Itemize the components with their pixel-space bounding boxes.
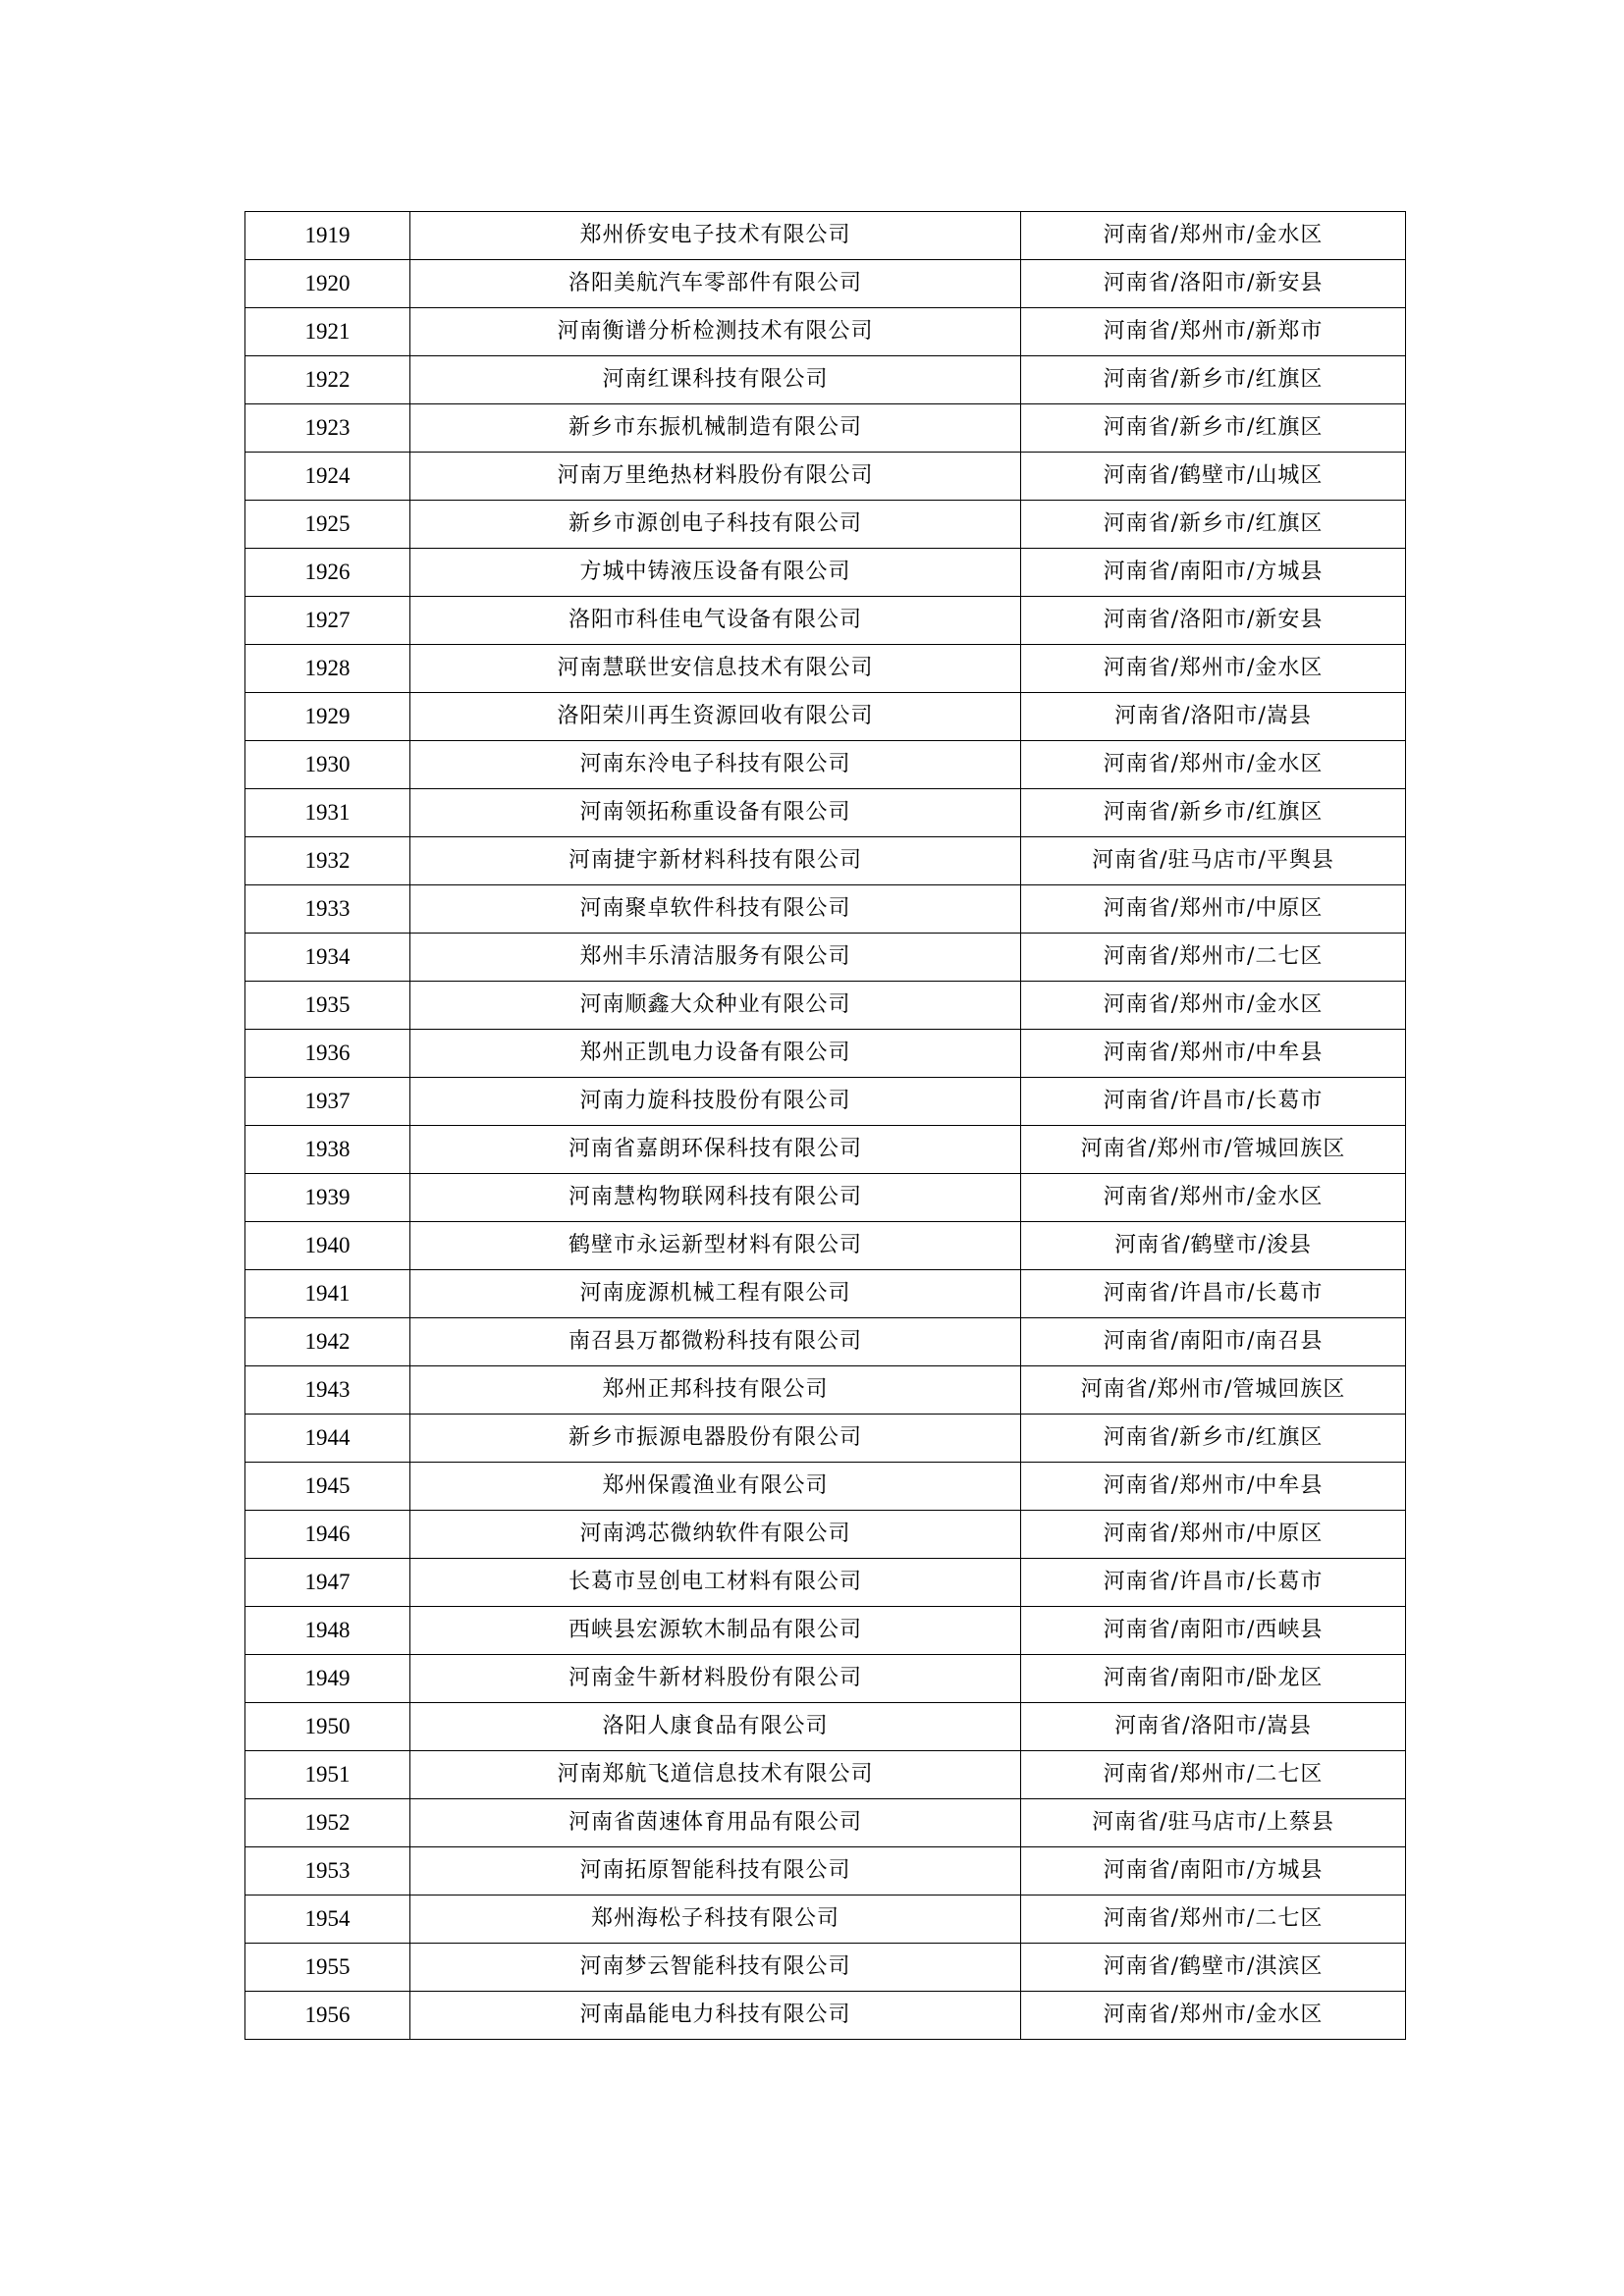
row-number-cell: 1947 bbox=[245, 1559, 410, 1607]
table-row bbox=[245, 1559, 1406, 1607]
region-cell: 河南省/郑州市/管城回族区 bbox=[1021, 1366, 1406, 1415]
table-body bbox=[245, 212, 1406, 2040]
table-row bbox=[245, 1463, 1406, 1511]
region-cell: 河南省/郑州市/二七区 bbox=[1021, 1896, 1406, 1944]
table-row bbox=[245, 1896, 1406, 1944]
region-cell: 河南省/郑州市/二七区 bbox=[1021, 934, 1406, 982]
row-number-cell: 1937 bbox=[245, 1078, 410, 1126]
table-row bbox=[245, 597, 1406, 645]
region-cell: 河南省/驻马店市/上蔡县 bbox=[1021, 1799, 1406, 1847]
row-number-cell: 1930 bbox=[245, 741, 410, 789]
row-number-cell: 1924 bbox=[245, 453, 410, 501]
company-name-cell: 新乡市振源电器股份有限公司 bbox=[410, 1415, 1021, 1463]
company-name-cell: 河南郑航飞道信息技术有限公司 bbox=[410, 1751, 1021, 1799]
row-number-cell: 1945 bbox=[245, 1463, 410, 1511]
table-row bbox=[245, 1655, 1406, 1703]
row-number-cell: 1931 bbox=[245, 789, 410, 837]
region-cell: 河南省/郑州市/管城回族区 bbox=[1021, 1126, 1406, 1174]
row-number-cell: 1932 bbox=[245, 837, 410, 885]
region-cell: 河南省/许昌市/长葛市 bbox=[1021, 1078, 1406, 1126]
table-row bbox=[245, 1751, 1406, 1799]
company-name-cell: 郑州正凯电力设备有限公司 bbox=[410, 1030, 1021, 1078]
region-cell: 河南省/郑州市/金水区 bbox=[1021, 982, 1406, 1030]
region-cell: 河南省/郑州市/金水区 bbox=[1021, 1174, 1406, 1222]
table-row bbox=[245, 1318, 1406, 1366]
region-cell: 河南省/鹤壁市/浚县 bbox=[1021, 1222, 1406, 1270]
table-row bbox=[245, 1174, 1406, 1222]
table-row bbox=[245, 453, 1406, 501]
region-cell: 河南省/洛阳市/嵩县 bbox=[1021, 693, 1406, 741]
row-number-cell: 1935 bbox=[245, 982, 410, 1030]
row-number-cell: 1944 bbox=[245, 1415, 410, 1463]
row-number-cell: 1936 bbox=[245, 1030, 410, 1078]
table-row bbox=[245, 982, 1406, 1030]
company-list-table bbox=[244, 211, 1406, 2040]
company-name-cell: 河南省嘉朗环保科技有限公司 bbox=[410, 1126, 1021, 1174]
row-number-cell: 1934 bbox=[245, 934, 410, 982]
row-number-cell: 1920 bbox=[245, 260, 410, 308]
table-row bbox=[245, 1222, 1406, 1270]
region-cell: 河南省/郑州市/金水区 bbox=[1021, 1992, 1406, 2040]
table-row bbox=[245, 212, 1406, 260]
table-row bbox=[245, 885, 1406, 934]
row-number-cell: 1929 bbox=[245, 693, 410, 741]
region-cell: 河南省/新乡市/红旗区 bbox=[1021, 404, 1406, 453]
region-cell: 河南省/洛阳市/新安县 bbox=[1021, 260, 1406, 308]
company-name-cell: 河南万里绝热材料股份有限公司 bbox=[410, 453, 1021, 501]
row-number-cell: 1926 bbox=[245, 549, 410, 597]
table-row bbox=[245, 1847, 1406, 1896]
region-cell: 河南省/南阳市/西峡县 bbox=[1021, 1607, 1406, 1655]
company-name-cell: 河南红课科技有限公司 bbox=[410, 356, 1021, 404]
company-name-cell: 河南领拓称重设备有限公司 bbox=[410, 789, 1021, 837]
company-name-cell: 河南衡谱分析检测技术有限公司 bbox=[410, 308, 1021, 356]
row-number-cell: 1943 bbox=[245, 1366, 410, 1415]
row-number-cell: 1955 bbox=[245, 1944, 410, 1992]
row-number-cell: 1928 bbox=[245, 645, 410, 693]
region-cell: 河南省/郑州市/中原区 bbox=[1021, 1511, 1406, 1559]
company-name-cell: 郑州侨安电子技术有限公司 bbox=[410, 212, 1021, 260]
region-cell: 河南省/郑州市/中原区 bbox=[1021, 885, 1406, 934]
company-name-cell: 南召县万都微粉科技有限公司 bbox=[410, 1318, 1021, 1366]
company-name-cell: 鹤壁市永运新型材料有限公司 bbox=[410, 1222, 1021, 1270]
company-name-cell: 洛阳荣川再生资源回收有限公司 bbox=[410, 693, 1021, 741]
region-cell: 河南省/郑州市/二七区 bbox=[1021, 1751, 1406, 1799]
table-row bbox=[245, 934, 1406, 982]
table-row bbox=[245, 1799, 1406, 1847]
company-name-cell: 洛阳人康食品有限公司 bbox=[410, 1703, 1021, 1751]
region-cell: 河南省/洛阳市/嵩县 bbox=[1021, 1703, 1406, 1751]
table-row bbox=[245, 693, 1406, 741]
row-number-cell: 1954 bbox=[245, 1896, 410, 1944]
row-number-cell: 1919 bbox=[245, 212, 410, 260]
company-name-cell: 河南聚卓软件科技有限公司 bbox=[410, 885, 1021, 934]
region-cell: 河南省/鹤壁市/山城区 bbox=[1021, 453, 1406, 501]
row-number-cell: 1948 bbox=[245, 1607, 410, 1655]
table-row bbox=[245, 1703, 1406, 1751]
company-name-cell: 西峡县宏源软木制品有限公司 bbox=[410, 1607, 1021, 1655]
company-name-cell: 河南金牛新材料股份有限公司 bbox=[410, 1655, 1021, 1703]
region-cell: 河南省/驻马店市/平舆县 bbox=[1021, 837, 1406, 885]
row-number-cell: 1933 bbox=[245, 885, 410, 934]
table-row bbox=[245, 1415, 1406, 1463]
table-row bbox=[245, 1944, 1406, 1992]
company-name-cell: 河南力旋科技股份有限公司 bbox=[410, 1078, 1021, 1126]
table-row bbox=[245, 1607, 1406, 1655]
table-row bbox=[245, 789, 1406, 837]
region-cell: 河南省/鹤壁市/淇滨区 bbox=[1021, 1944, 1406, 1992]
row-number-cell: 1927 bbox=[245, 597, 410, 645]
table-row bbox=[245, 1992, 1406, 2040]
row-number-cell: 1922 bbox=[245, 356, 410, 404]
company-name-cell: 郑州海松子科技有限公司 bbox=[410, 1896, 1021, 1944]
row-number-cell: 1921 bbox=[245, 308, 410, 356]
row-number-cell: 1950 bbox=[245, 1703, 410, 1751]
company-name-cell: 长葛市昱创电工材料有限公司 bbox=[410, 1559, 1021, 1607]
company-name-cell: 河南晶能电力科技有限公司 bbox=[410, 1992, 1021, 2040]
company-name-cell: 新乡市源创电子科技有限公司 bbox=[410, 501, 1021, 549]
company-name-cell: 郑州正邦科技有限公司 bbox=[410, 1366, 1021, 1415]
row-number-cell: 1952 bbox=[245, 1799, 410, 1847]
region-cell: 河南省/郑州市/中牟县 bbox=[1021, 1463, 1406, 1511]
row-number-cell: 1953 bbox=[245, 1847, 410, 1896]
region-cell: 河南省/南阳市/方城县 bbox=[1021, 1847, 1406, 1896]
table-row bbox=[245, 1511, 1406, 1559]
table-row bbox=[245, 1078, 1406, 1126]
region-cell: 河南省/新乡市/红旗区 bbox=[1021, 1415, 1406, 1463]
region-cell: 河南省/郑州市/新郑市 bbox=[1021, 308, 1406, 356]
region-cell: 河南省/许昌市/长葛市 bbox=[1021, 1270, 1406, 1318]
table-row bbox=[245, 549, 1406, 597]
table-row bbox=[245, 741, 1406, 789]
company-name-cell: 河南顺鑫大众种业有限公司 bbox=[410, 982, 1021, 1030]
table-row bbox=[245, 1126, 1406, 1174]
region-cell: 河南省/南阳市/南召县 bbox=[1021, 1318, 1406, 1366]
company-name-cell: 郑州丰乐清洁服务有限公司 bbox=[410, 934, 1021, 982]
region-cell: 河南省/许昌市/长葛市 bbox=[1021, 1559, 1406, 1607]
company-name-cell: 河南省茵速体育用品有限公司 bbox=[410, 1799, 1021, 1847]
company-name-cell: 洛阳美航汽车零部件有限公司 bbox=[410, 260, 1021, 308]
table-row bbox=[245, 837, 1406, 885]
company-name-cell: 河南梦云智能科技有限公司 bbox=[410, 1944, 1021, 1992]
row-number-cell: 1925 bbox=[245, 501, 410, 549]
company-name-cell: 新乡市东振机械制造有限公司 bbox=[410, 404, 1021, 453]
row-number-cell: 1951 bbox=[245, 1751, 410, 1799]
company-name-cell: 方城中铸液压设备有限公司 bbox=[410, 549, 1021, 597]
row-number-cell: 1942 bbox=[245, 1318, 410, 1366]
table-row bbox=[245, 1366, 1406, 1415]
region-cell: 河南省/新乡市/红旗区 bbox=[1021, 356, 1406, 404]
region-cell: 河南省/新乡市/红旗区 bbox=[1021, 501, 1406, 549]
table-row bbox=[245, 645, 1406, 693]
region-cell: 河南省/南阳市/卧龙区 bbox=[1021, 1655, 1406, 1703]
row-number-cell: 1949 bbox=[245, 1655, 410, 1703]
row-number-cell: 1946 bbox=[245, 1511, 410, 1559]
table-row bbox=[245, 1270, 1406, 1318]
table-row bbox=[245, 356, 1406, 404]
row-number-cell: 1938 bbox=[245, 1126, 410, 1174]
company-name-cell: 河南慧联世安信息技术有限公司 bbox=[410, 645, 1021, 693]
company-name-cell: 河南捷宇新材料科技有限公司 bbox=[410, 837, 1021, 885]
region-cell: 河南省/郑州市/金水区 bbox=[1021, 645, 1406, 693]
company-name-cell: 河南鸿芯微纳软件有限公司 bbox=[410, 1511, 1021, 1559]
company-name-cell: 河南东泠电子科技有限公司 bbox=[410, 741, 1021, 789]
table-row bbox=[245, 308, 1406, 356]
company-name-cell: 河南慧构物联网科技有限公司 bbox=[410, 1174, 1021, 1222]
table-row bbox=[245, 260, 1406, 308]
region-cell: 河南省/郑州市/金水区 bbox=[1021, 741, 1406, 789]
company-name-cell: 郑州保霞渔业有限公司 bbox=[410, 1463, 1021, 1511]
row-number-cell: 1940 bbox=[245, 1222, 410, 1270]
row-number-cell: 1939 bbox=[245, 1174, 410, 1222]
table-row bbox=[245, 404, 1406, 453]
region-cell: 河南省/郑州市/金水区 bbox=[1021, 212, 1406, 260]
row-number-cell: 1923 bbox=[245, 404, 410, 453]
company-name-cell: 洛阳市科佳电气设备有限公司 bbox=[410, 597, 1021, 645]
region-cell: 河南省/新乡市/红旗区 bbox=[1021, 789, 1406, 837]
row-number-cell: 1941 bbox=[245, 1270, 410, 1318]
row-number-cell: 1956 bbox=[245, 1992, 410, 2040]
region-cell: 河南省/郑州市/中牟县 bbox=[1021, 1030, 1406, 1078]
company-name-cell: 河南拓原智能科技有限公司 bbox=[410, 1847, 1021, 1896]
table-row bbox=[245, 1030, 1406, 1078]
table-row bbox=[245, 501, 1406, 549]
region-cell: 河南省/南阳市/方城县 bbox=[1021, 549, 1406, 597]
company-name-cell: 河南庞源机械工程有限公司 bbox=[410, 1270, 1021, 1318]
region-cell: 河南省/洛阳市/新安县 bbox=[1021, 597, 1406, 645]
